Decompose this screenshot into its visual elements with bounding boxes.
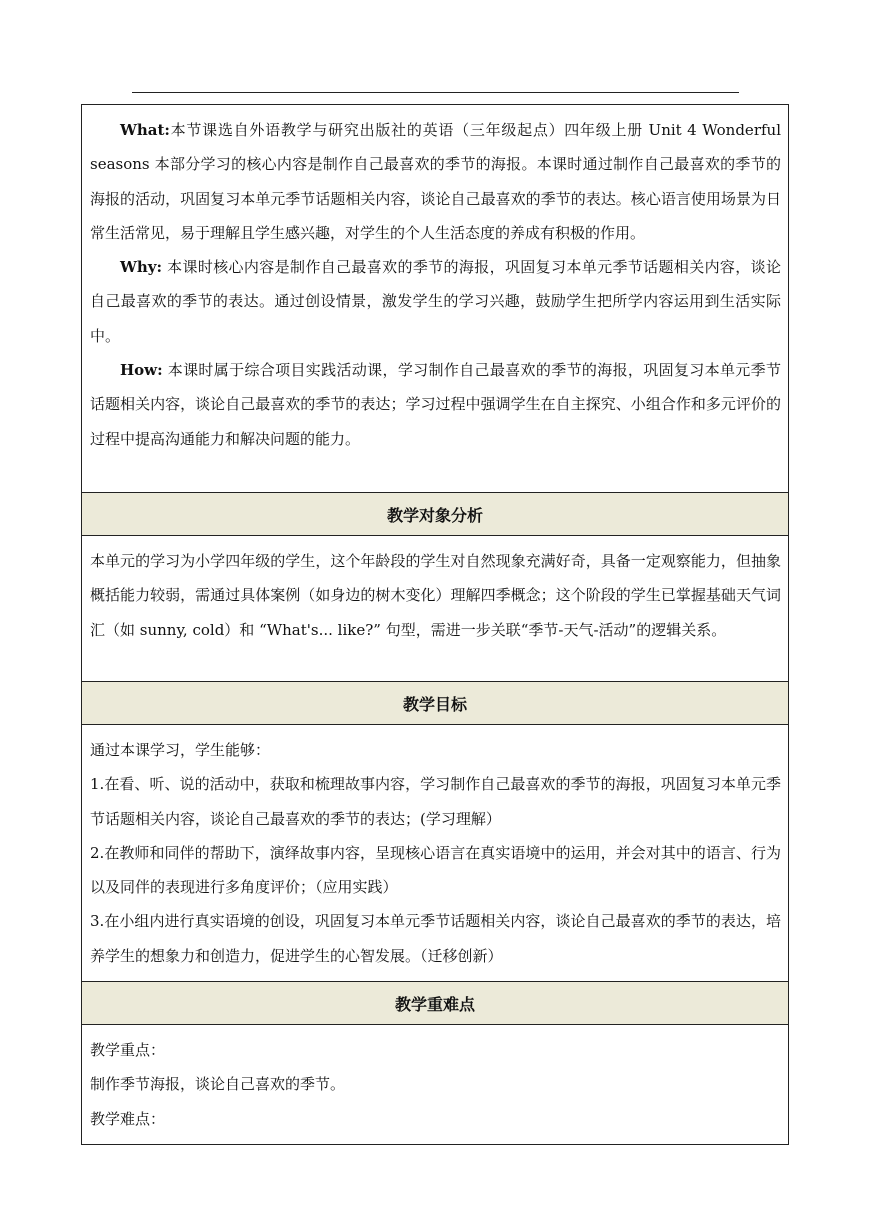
objectives-intro: 通过本课学习，学生能够： <box>90 741 271 759</box>
what-text: 本节课选自外语教学与研究出版社的英语（三年级起点）四年级上册 Unit 4 Wonderful seasons 本部分学习的核心内容是制作自己最喜欢的季节的海报。本课时通过制作自己最喜欢的季节的海报的活动，巩固复习本单元季节话题相关内容，谈论自己最喜欢的季节的表达。核心语言使用场景为日常生活常见，易于理解且学生感兴趣，对学生的个人生活态度的养成有积极的作用。 <box>90 121 781 242</box>
why-text: 本课时核心内容是制作自己最喜欢的季节的海报，巩固复习本单元季节话题相关内容，谈论自己最喜欢的季节的表达。通过创设情景，激发学生的学习兴趣，鼓励学生把所学内容运用到生活实际中。 <box>90 258 781 345</box>
why-paragraph <box>90 250 781 353</box>
header-rule <box>132 92 739 93</box>
students-heading: 教学对象分析 <box>82 493 789 536</box>
key-label: 教学重点： <box>90 1041 166 1060</box>
objectives-heading-row <box>82 682 789 725</box>
students-cell <box>82 536 789 682</box>
how-paragraph <box>90 353 781 456</box>
students-row <box>82 536 789 682</box>
lesson-plan-table <box>81 104 789 1145</box>
what-paragraph <box>90 113 781 250</box>
difficult-label: 教学难点： <box>90 1109 166 1128</box>
keypoints-heading-row <box>82 982 789 1025</box>
objective-item-2: 2.在教师和同伴的帮助下，演绎故事内容，呈现核心语言在真实语境中的运用，并会对其中的语言、行为以及同伴的表现进行多角度评价；（应用实践） <box>90 843 781 897</box>
analysis-cell <box>82 105 789 493</box>
how-lead: How: <box>120 361 163 380</box>
why-lead: Why: <box>120 258 163 277</box>
what-lead: What: <box>120 121 170 139</box>
students-heading-row <box>82 493 789 536</box>
how-text: 本课时属于综合项目实践活动课，学习制作自己最喜欢的季节的海报，巩固复习本单元季节话题相关内容，谈论自己最喜欢的季节的表达；学习过程中强调学生在自主探究、小组合作和多元评价的过程中提高沟通能力和解决问题的能力。 <box>90 361 781 448</box>
objective-item-1: 1.在看、听、说的活动中，获取和梳理故事内容，学习制作自己最喜欢的季节的海报，巩固复习本单元季节话题相关内容，谈论自己最喜欢的季节的表达；(学习理解） <box>90 775 781 828</box>
objectives-row <box>82 725 789 982</box>
keypoints-row <box>82 1025 789 1145</box>
objectives-cell <box>82 725 789 982</box>
objective-item-3: 3.在小组内进行真实语境的创设，巩固复习本单元季节话题相关内容，谈论自己最喜欢的季节的表达，培养学生的想象力和创造力，促进学生的心智发展。（迁移创新） <box>90 912 781 965</box>
keypoints-heading: 教学重难点 <box>82 982 789 1025</box>
key-text: 制作季节海报，谈论自己喜欢的季节。 <box>90 1075 346 1094</box>
keypoints-cell <box>82 1025 789 1145</box>
students-text: 本单元的学习为小学四年级的学生，这个年龄段的学生对自然现象充满好奇，具备一定观察能力，但抽象概括能力较弱，需通过具体案例（如身边的树木变化）理解四季概念；这个阶段的学生已掌握基础天气词汇（如 sunny, cold）和 “What's... like?” 句型，需进一步关联“季节-天气-活动”的逻辑关系。 <box>90 552 781 639</box>
analysis-row <box>82 105 789 493</box>
objectives-heading: 教学目标 <box>82 682 789 725</box>
